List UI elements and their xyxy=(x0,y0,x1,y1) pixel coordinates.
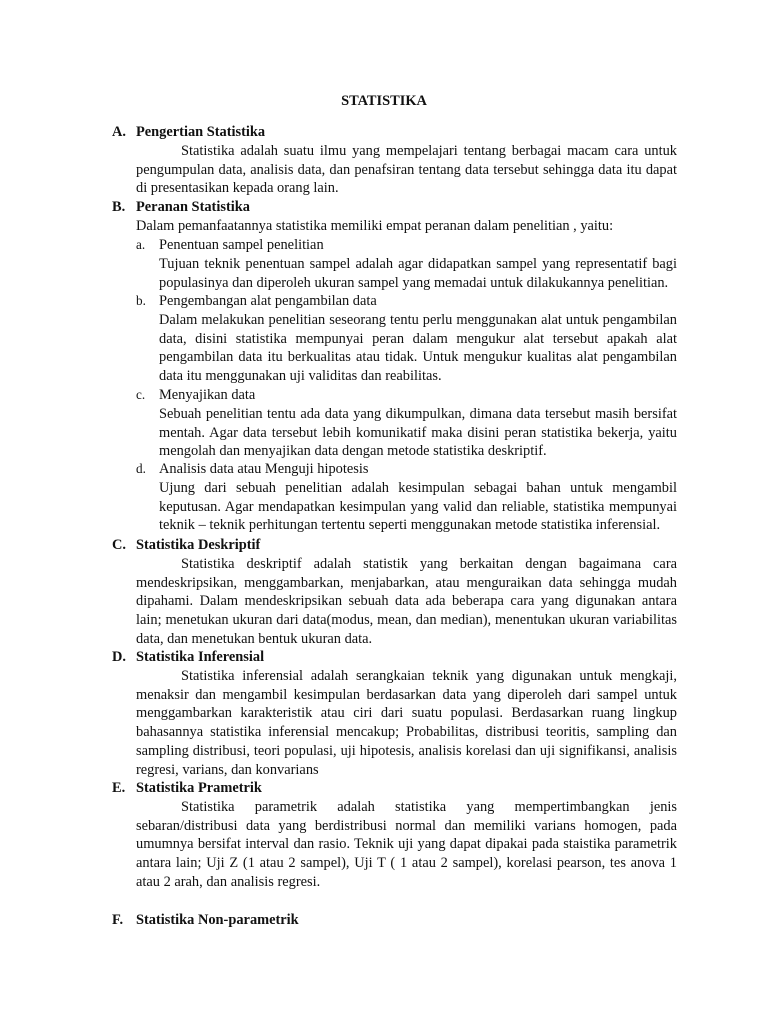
section-d-paragraph: Statistika inferensial adalah serangkaian teknik yang digunakan untuk mengkaji, menaksir dan mengambil kesimpulan berdasarkan data yang diperoleh dari sampel untuk menggambarkan karakteristik atau ciri dari suatu populasi. Berdasarkan ruang lingkup bahasannya statistika inferensial mencakup; Probabilitas, distribusi teoritis, sampling dan sampling distribusi, teori populasi, uji hipotesis, analisis korelasi dan uji signifikansi, analisis regresi, varians, dan konvarians xyxy=(136,668,677,778)
item-a-paragraph: Tujuan teknik penentuan sampel adalah agar didapatkan sampel yang representatif bagi populasinya dan diperoleh ukuran sampel yang memadai untuk dilakukannya penelitian. xyxy=(159,256,677,291)
item-d-letter: d. xyxy=(136,461,146,476)
section-f-heading: Statistika Non-parametrik xyxy=(136,912,299,928)
item-a-heading: Penentuan sampel penelitian xyxy=(159,237,324,253)
item-d-heading: Analisis data atau Menguji hipotesis xyxy=(159,461,369,477)
section-b-intro: Dalam pemanfaatannya statistika memiliki empat peranan dalam penelitian , yaitu: xyxy=(136,218,614,234)
section-d-heading: Statistika Inferensial xyxy=(136,649,265,665)
item-d-paragraph: Ujung dari sebuah penelitian adalah kesimpulan sebagai bahan untuk mengambil keputusan. Agar mendapatkan kesimpulan yang valid dan reliable, statistika mempunyai teknik – teknik perhitungan tertentu seperti menggunakan metode statistika inferensial. xyxy=(159,480,677,534)
section-f-letter: F. xyxy=(112,912,124,928)
section-b-letter: B. xyxy=(112,199,126,215)
item-c-letter: c. xyxy=(136,387,146,402)
section-d-letter: D. xyxy=(112,649,126,665)
section-c-letter: C. xyxy=(112,537,126,553)
section-c-heading: Statistika Deskriptif xyxy=(136,537,261,553)
section-a-paragraph: Statistika adalah suatu ilmu yang mempelajari tentang berbagai macam cara untuk pengumpulan data, analisis data, dan penafsiran tentang data tersebut sehingga data itu dapat di presentasikan kepada orang lain. xyxy=(136,143,677,197)
item-c-heading: Menyajikan data xyxy=(159,387,256,403)
section-e-paragraph: Statistika parametrik adalah statistika yang mempertimbangkan jenis sebaran/distribusi data yang berdistribusi normal dan memiliki varians homogen, pada umumnya bersifat interval dan rasio. Teknik uji yang dapat dipakai pada staistika parametrik antara lain; Uji Z (1 atau 2 sampel), Uji T ( 1 atau 2 sampel), korelasi pearson, tes anova 1 atau 2 arah, dan analisis regresi. xyxy=(136,799,677,890)
section-a-heading: Pengertian Statistika xyxy=(136,124,266,140)
item-b-letter: b. xyxy=(136,293,146,308)
item-a-letter: a. xyxy=(136,237,146,252)
section-e-heading: Statistika Prametrik xyxy=(136,780,262,796)
item-c-paragraph: Sebuah penelitian tentu ada data yang dikumpulkan, dimana data tersebut masih bersifat mentah. Agar data tersebut lebih komunikatif maka disini peran statistika bekerja, yaitu mengolah dan menyajikan data dengan metode statistika deskriptif. xyxy=(159,406,677,460)
section-b-heading: Peranan Statistika xyxy=(136,199,250,215)
section-a-letter: A. xyxy=(112,124,126,140)
section-e-letter: E. xyxy=(112,780,126,796)
item-b-heading: Pengembangan alat pengambilan data xyxy=(159,293,377,309)
document-title: STATISTIKA xyxy=(341,93,427,109)
section-c-paragraph: Statistika deskriptif adalah statistik yang berkaitan dengan bagaimana cara mendeskripsikan, menggambarkan, menjabarkan, atau menguraikan data sehingga mudah dipahami. Dalam mendeskripsikan sebuah data ada beberapa cara yang digunakan antara lain; menetukan ukuran dari data(modus, mean, dan median), menentukan ukuran variabilitas data, dan menetukan bentuk ukuran data. xyxy=(136,556,677,647)
item-b-paragraph: Dalam melakukan penelitian seseorang tentu perlu menggunakan alat untuk pengambilan data, disini statistika mempunyai peran dalam mengukur alat tersebut apakah alat pengambilan data itu berkualitas atau tidak. Untuk mengukur kualitas alat pengambilan data itu menggunakan uji validitas dan reabilitas. xyxy=(159,312,677,385)
